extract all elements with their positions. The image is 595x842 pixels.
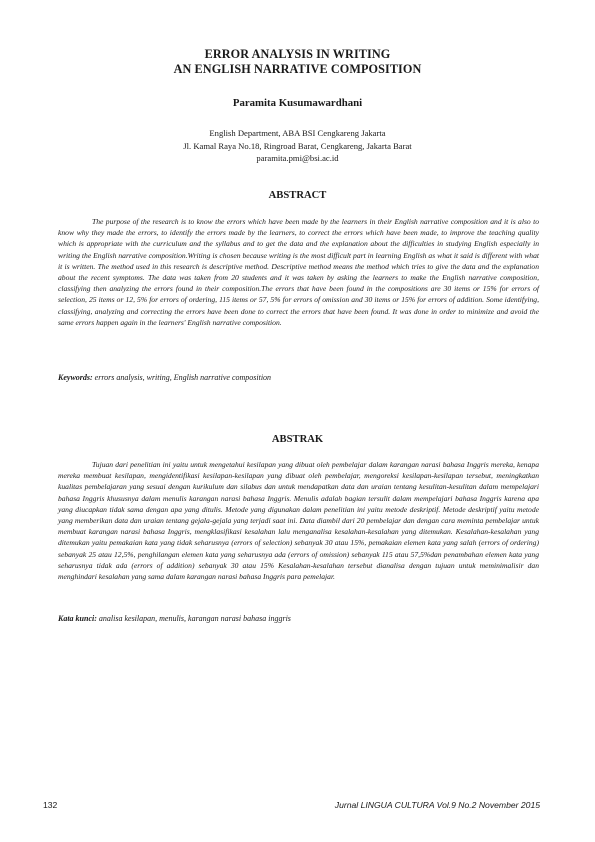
paper-title-line-2: AN ENGLISH NARRATIVE COMPOSITION xyxy=(173,62,422,76)
author-name: Paramita Kusumawardhani xyxy=(232,97,363,109)
paper-title-line-1: ERROR ANALYSIS IN WRITING xyxy=(204,47,391,61)
abstract-heading: ABSTRACT xyxy=(268,190,327,201)
kata-kunci-text: analisa kesilapan, menulis, karangan narasi bahasa inggris xyxy=(98,614,291,623)
keywords-text: errors analysis, writing, English narrative composition xyxy=(94,373,272,382)
author-email[interactable]: paramita.pmi@bsi.ac.id xyxy=(256,153,339,163)
keywords-label: Keywords: xyxy=(58,373,93,382)
abstrak-heading: ABSTRAK xyxy=(271,434,324,445)
keywords-line xyxy=(58,373,539,382)
abstract-body: The purpose of the research is to know the errors which have been made by the learners in their English narrative composition and it is also to know why they made the errors, to identify the errors made by the learners, to correct the errors which have been made, to improve the teaching quality which is appropriate with the curriculum and the syllabus and to get the data and the explanation about the difficulties in studying English especially in writing the English narrative composition.Writing is chosen because writing is the most difficult part in learning English as what it said is different with what it is written. The method used in this research is descriptive method. Descriptive method means the method which tries to give the data and the explanation about the recent symptoms. The data was taken from 20 students and it was taken by asking the learners to make the English narrative composition, classifying then analyzing the errors found in their composition.The errors that have been found in the compositions are 30 items or 15% for errors of selection, 25 items or 12, 5% for errors of ordering, 115 items or 57, 5% for errors of omission and 30 items or 15% for errors of addition. Some identifying, classifying, analyzing and correcting the errors have been done to correct the errors that have been found. It was done in order to minimize and avoid the same errors happen again in the learners' English narrative composition. xyxy=(58,217,539,327)
author-affiliation-department: English Department, ABA BSI Cengkareng Jakarta xyxy=(209,128,386,138)
page-number: 132 xyxy=(43,800,58,810)
kata-kunci-label: Kata kunci: xyxy=(58,614,97,623)
author-affiliation-address: Jl. Kamal Raya No.18, Ringroad Barat, Cengkareng, Jakarta Barat xyxy=(183,141,412,151)
kata-kunci-line xyxy=(58,614,539,623)
abstrak-body: Tujuan dari penelitian ini yaitu untuk mengetahui kesilapan yang dibuat oleh pembelajar dalam karangan narasi bahasa Inggris mereka, kenapa mereka membuat kesilapan, mengidentifikasi kesilapan-kesilapan yang dibuat oleh pembelajar, mengoreksi kesilapan-kesilapan tersebut, meningkatkan kualitas pembelajaran yang sesuai dengan kurikulum dan silabus dan untuk mendapatkan data dan uraian tentang kesulitan-kesulitan dalam mempelajari bahasa Inggris khususnya dalam menulis karangan narasi bahasa Inggris. Menulis adalah bagian tersulit dalam mempelajari bahasa Inggris karena apa yang diucapkan tidak sama dengan apa yang ditulis. Metode yang digunakan dalam penelitian ini yaitu metode deskriptif. Metode deskriptif yaitu metode yang memberikan data dan uraian tentang gejala-gejala yang terjadi saat ini. Data diambil dari 20 pembelajar dan dengan cara meminta pembelajar untuk membuat karangan narasi bahasa Inggris, mengklasifikasi kesalahan lalu menganalisa kesalahan-kesalahan yang ditemukan. Kesalahan-kesalahan yang ditemukan yaitu pemakaian kata yang tidak seharusnya (errors of selection) sebanyak 30 atau 15%, pemakaian elemen kata yang salah (errors of ordering) sebanyak 25 atau 12,5%, penghilangan elemen kata yang seharusnya ada (errors of omission) sebanyak 115 atau 57,5%dan penambahan elemen kata yang seharusnya tidak ada (errors of addition) sebanyak 30 atau 15% Kesalahan-kesalahan tersebut dianalisa dengan tujuan untuk meminimalisir dan menghindari kesalahan yang sama dalam karangan narasi bahasa Inggris para pemelajar. xyxy=(58,460,539,582)
journal-citation: Jurnal LINGUA CULTURA Vol.9 No.2 November 2015 xyxy=(334,800,540,810)
